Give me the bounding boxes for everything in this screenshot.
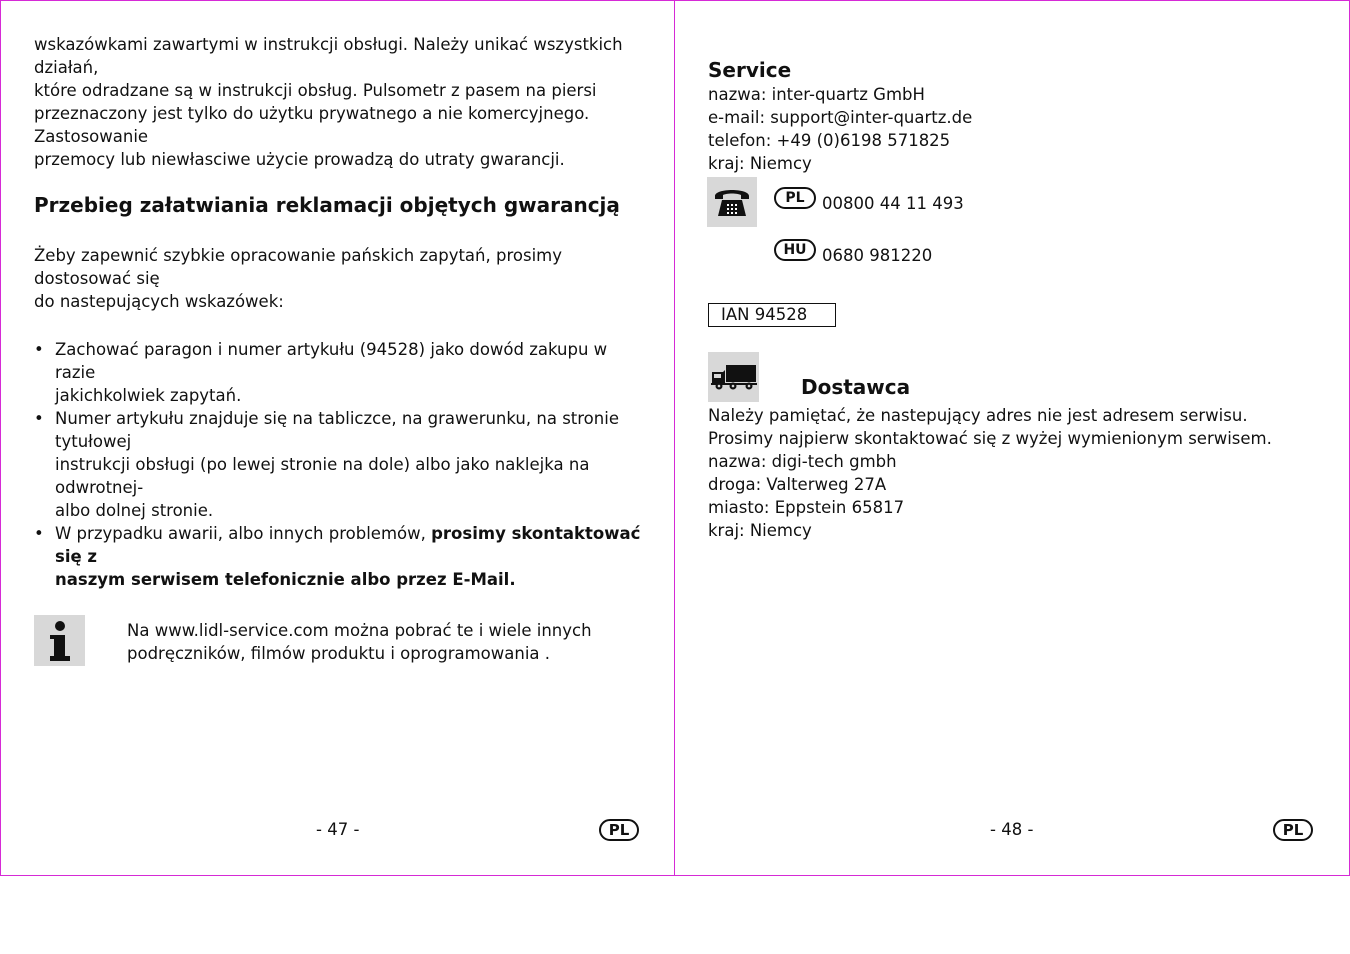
info-icon (34, 615, 85, 666)
supplier-header (708, 352, 1328, 404)
text-line: miasto: Eppstein 65817 (708, 498, 905, 517)
section-heading-service: Service (708, 58, 792, 82)
page-left (0, 0, 675, 876)
email-text: e-mail: support@inter-quartz.de (708, 108, 973, 127)
country-badge-pl: PL (774, 187, 816, 209)
page-right-content (708, 33, 1328, 542)
text-line: Żeby zapewnić szybkie opracowanie pańskich zapytań, prosimy dostosować się (34, 246, 562, 288)
text-line: Na www.lidl-service.com można pobrać te i wiele innych (127, 621, 592, 640)
service-contact (708, 83, 1328, 175)
section-heading-supplier: Dostawca (801, 375, 911, 399)
info-text (127, 619, 627, 665)
phone-text: telefon: +49 (0)6198 571825 (708, 131, 951, 150)
list-item-emphasis: prosimy skontaktować się z (55, 524, 641, 566)
text-line: kraj: Niemcy (708, 521, 812, 540)
text-line: przemocy lub niewłasciwe użycie prowadzą do utraty gwarancji. (34, 150, 565, 169)
request-paragraph (34, 244, 644, 313)
page-right (674, 0, 1350, 876)
text-line: droga: Valterweg 27A (708, 475, 887, 494)
language-badge: PL (599, 819, 639, 841)
list-item-line: instrukcji obsługi (po lewej stronie na dole) albo jako naklejka na odwrotnej- (55, 455, 590, 497)
text-line: przeznaczony jest tylko do użytku prywatnego a nie komercyjnego. Zastosowanie (34, 104, 590, 146)
text-line: nazwa: digi-tech gmbh (708, 452, 897, 471)
hotline-number-pl: 00800 44 11 493 (822, 194, 964, 213)
section-heading-warranty: Przebieg załatwiania reklamacji objętych gwarancją (34, 193, 620, 217)
list-item-text: W przypadku awarii, albo innych problemów, (55, 524, 432, 543)
text-line: Prosimy najpierw skontaktować się z wyżej wymienionym serwisem. (708, 429, 1272, 448)
truck-icon (708, 352, 759, 402)
warranty-intro (34, 33, 644, 171)
list-item-emphasis: naszym serwisem telefonicznie albo przez E-Mail. (55, 570, 516, 589)
text-line: wskazówkami zawartymi w instrukcji obsługi. Należy unikać wszystkich działań, (34, 35, 623, 77)
text-line: podręczników, filmów produktu i oprogramowania . (127, 644, 551, 663)
list-item-line: jakichkolwiek zapytań. (55, 386, 242, 405)
ian-box: IAN 94528 (708, 303, 836, 327)
hotline-number-hu: 0680 981220 (822, 246, 933, 265)
list-item-line: albo dolnej stronie. (55, 501, 214, 520)
language-badge: PL (1273, 819, 1313, 841)
text-line: nazwa: inter-quartz GmbH (708, 85, 925, 104)
list-item (34, 338, 644, 407)
telephone-icon (707, 177, 757, 227)
info-note (34, 615, 644, 675)
country-badge-hu: HU (774, 239, 816, 261)
page-number: - 47 - (316, 820, 360, 839)
supplier-address (708, 404, 1328, 542)
text-line: kraj: Niemcy (708, 154, 812, 173)
list-item (34, 407, 644, 522)
text-line: Należy pamiętać, że nastepujący adres nie jest adresem serwisu. (708, 406, 1248, 425)
list-item (34, 522, 644, 591)
list-item-line: Zachować paragon i numer artykułu (94528) jako dowód zakupu w razie (55, 340, 608, 382)
page-number: - 48 - (990, 820, 1034, 839)
text-line: do nastepujących wskazówek: (34, 292, 284, 311)
page-left-content (34, 33, 644, 675)
instructions-list (34, 338, 644, 591)
hotline-block (708, 177, 1328, 297)
text-line: które odradzane są w instrukcji obsług. Pulsometr z pasem na piersi (34, 81, 597, 100)
list-item-line: Numer artykułu znajduje się na tabliczce, na grawerunku, na stronie tytułowej (55, 409, 619, 451)
